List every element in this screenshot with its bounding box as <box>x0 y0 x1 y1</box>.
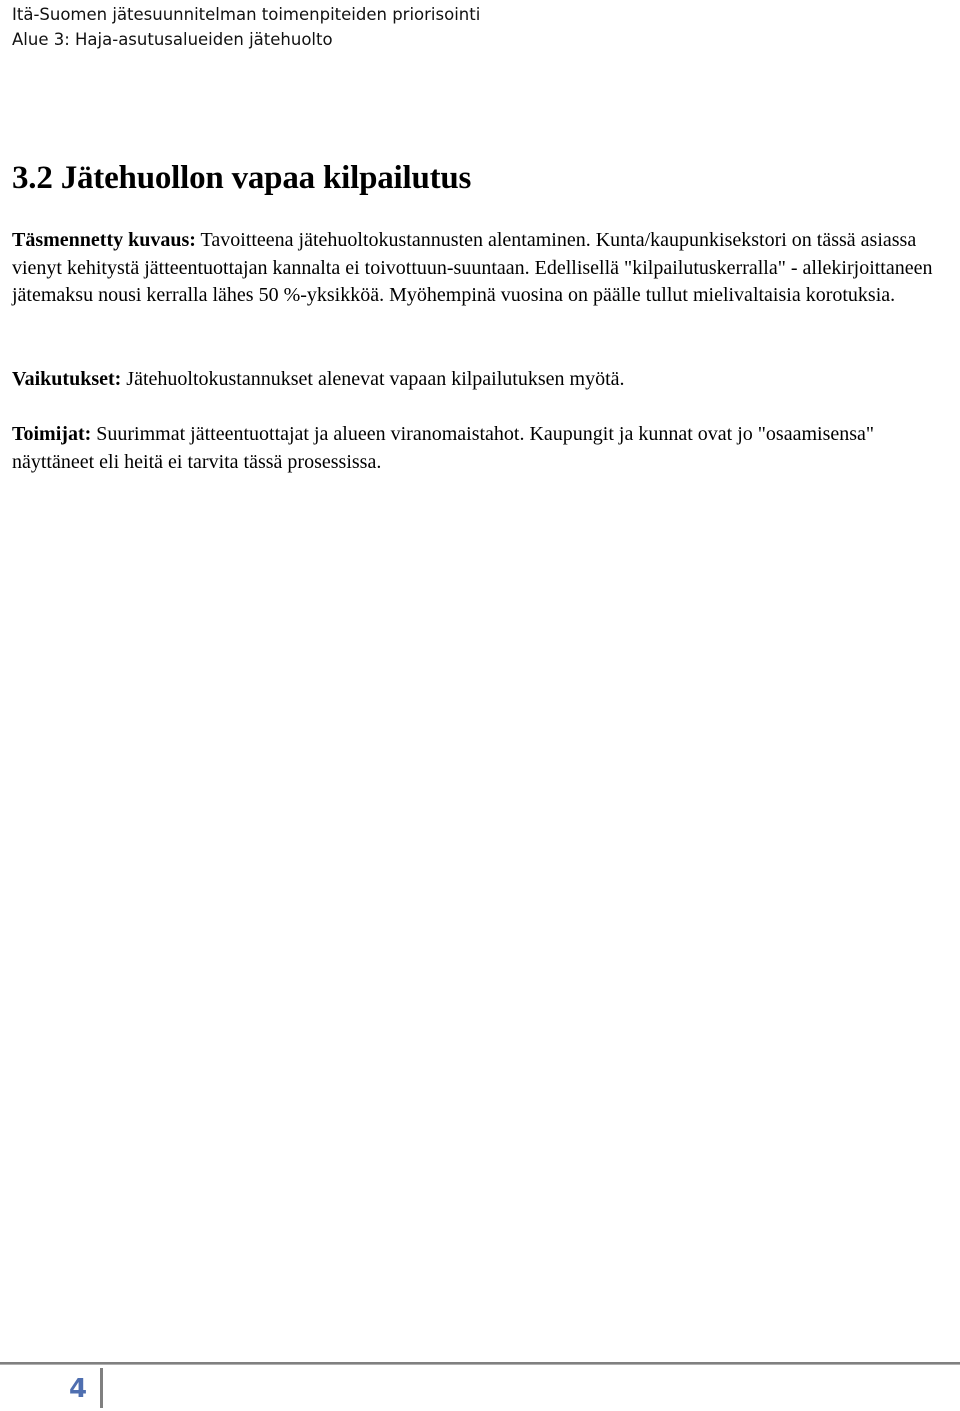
description-label: Täsmennetty kuvaus: <box>12 229 196 251</box>
actors-label: Toimijat: <box>12 423 92 445</box>
header-title: Itä-Suomen jätesuunnitelman toimenpiteiden priorisointi <box>12 5 481 24</box>
page-number-divider <box>100 1368 103 1408</box>
actors-paragraph <box>12 421 948 476</box>
page-number: 4 <box>68 1374 88 1404</box>
section-title: 3.2 Jätehuollon vapaa kilpailutus <box>12 160 472 196</box>
header-subtitle: Alue 3: Haja-asutusalueiden jätehuolto <box>12 30 333 49</box>
effects-text: Jätehuoltokustannukset alenevat vapaan kilpailutuksen myötä. <box>121 368 625 390</box>
footer-rule <box>0 1362 960 1365</box>
effects-paragraph <box>12 366 948 394</box>
description-text: Tavoitteena jätehuoltokustannusten alentaminen. Kunta/kaupunkisekstori on tässä asiassa vienyt kehitystä jätteentuottajan kannalta ei toivottuun-suuntaan. Edellisellä "kilpailutuskerralla" - allekirjoittaneen jätemaksu nousi kerralla lähes 50 %-yksikköä. Myöhempinä vuosina on päälle tullut mielivaltaisia korotuksia. <box>12 229 933 306</box>
effects-label: Vaikutukset: <box>12 368 122 390</box>
description-paragraph <box>12 227 948 310</box>
page-header <box>12 2 480 52</box>
actors-text: Suurimmat jätteentuottajat ja alueen viranomaistahot. Kaupungit ja kunnat ovat jo "osaamisensa" näyttäneet eli heitä ei tarvita tässä prosessissa. <box>12 423 875 473</box>
